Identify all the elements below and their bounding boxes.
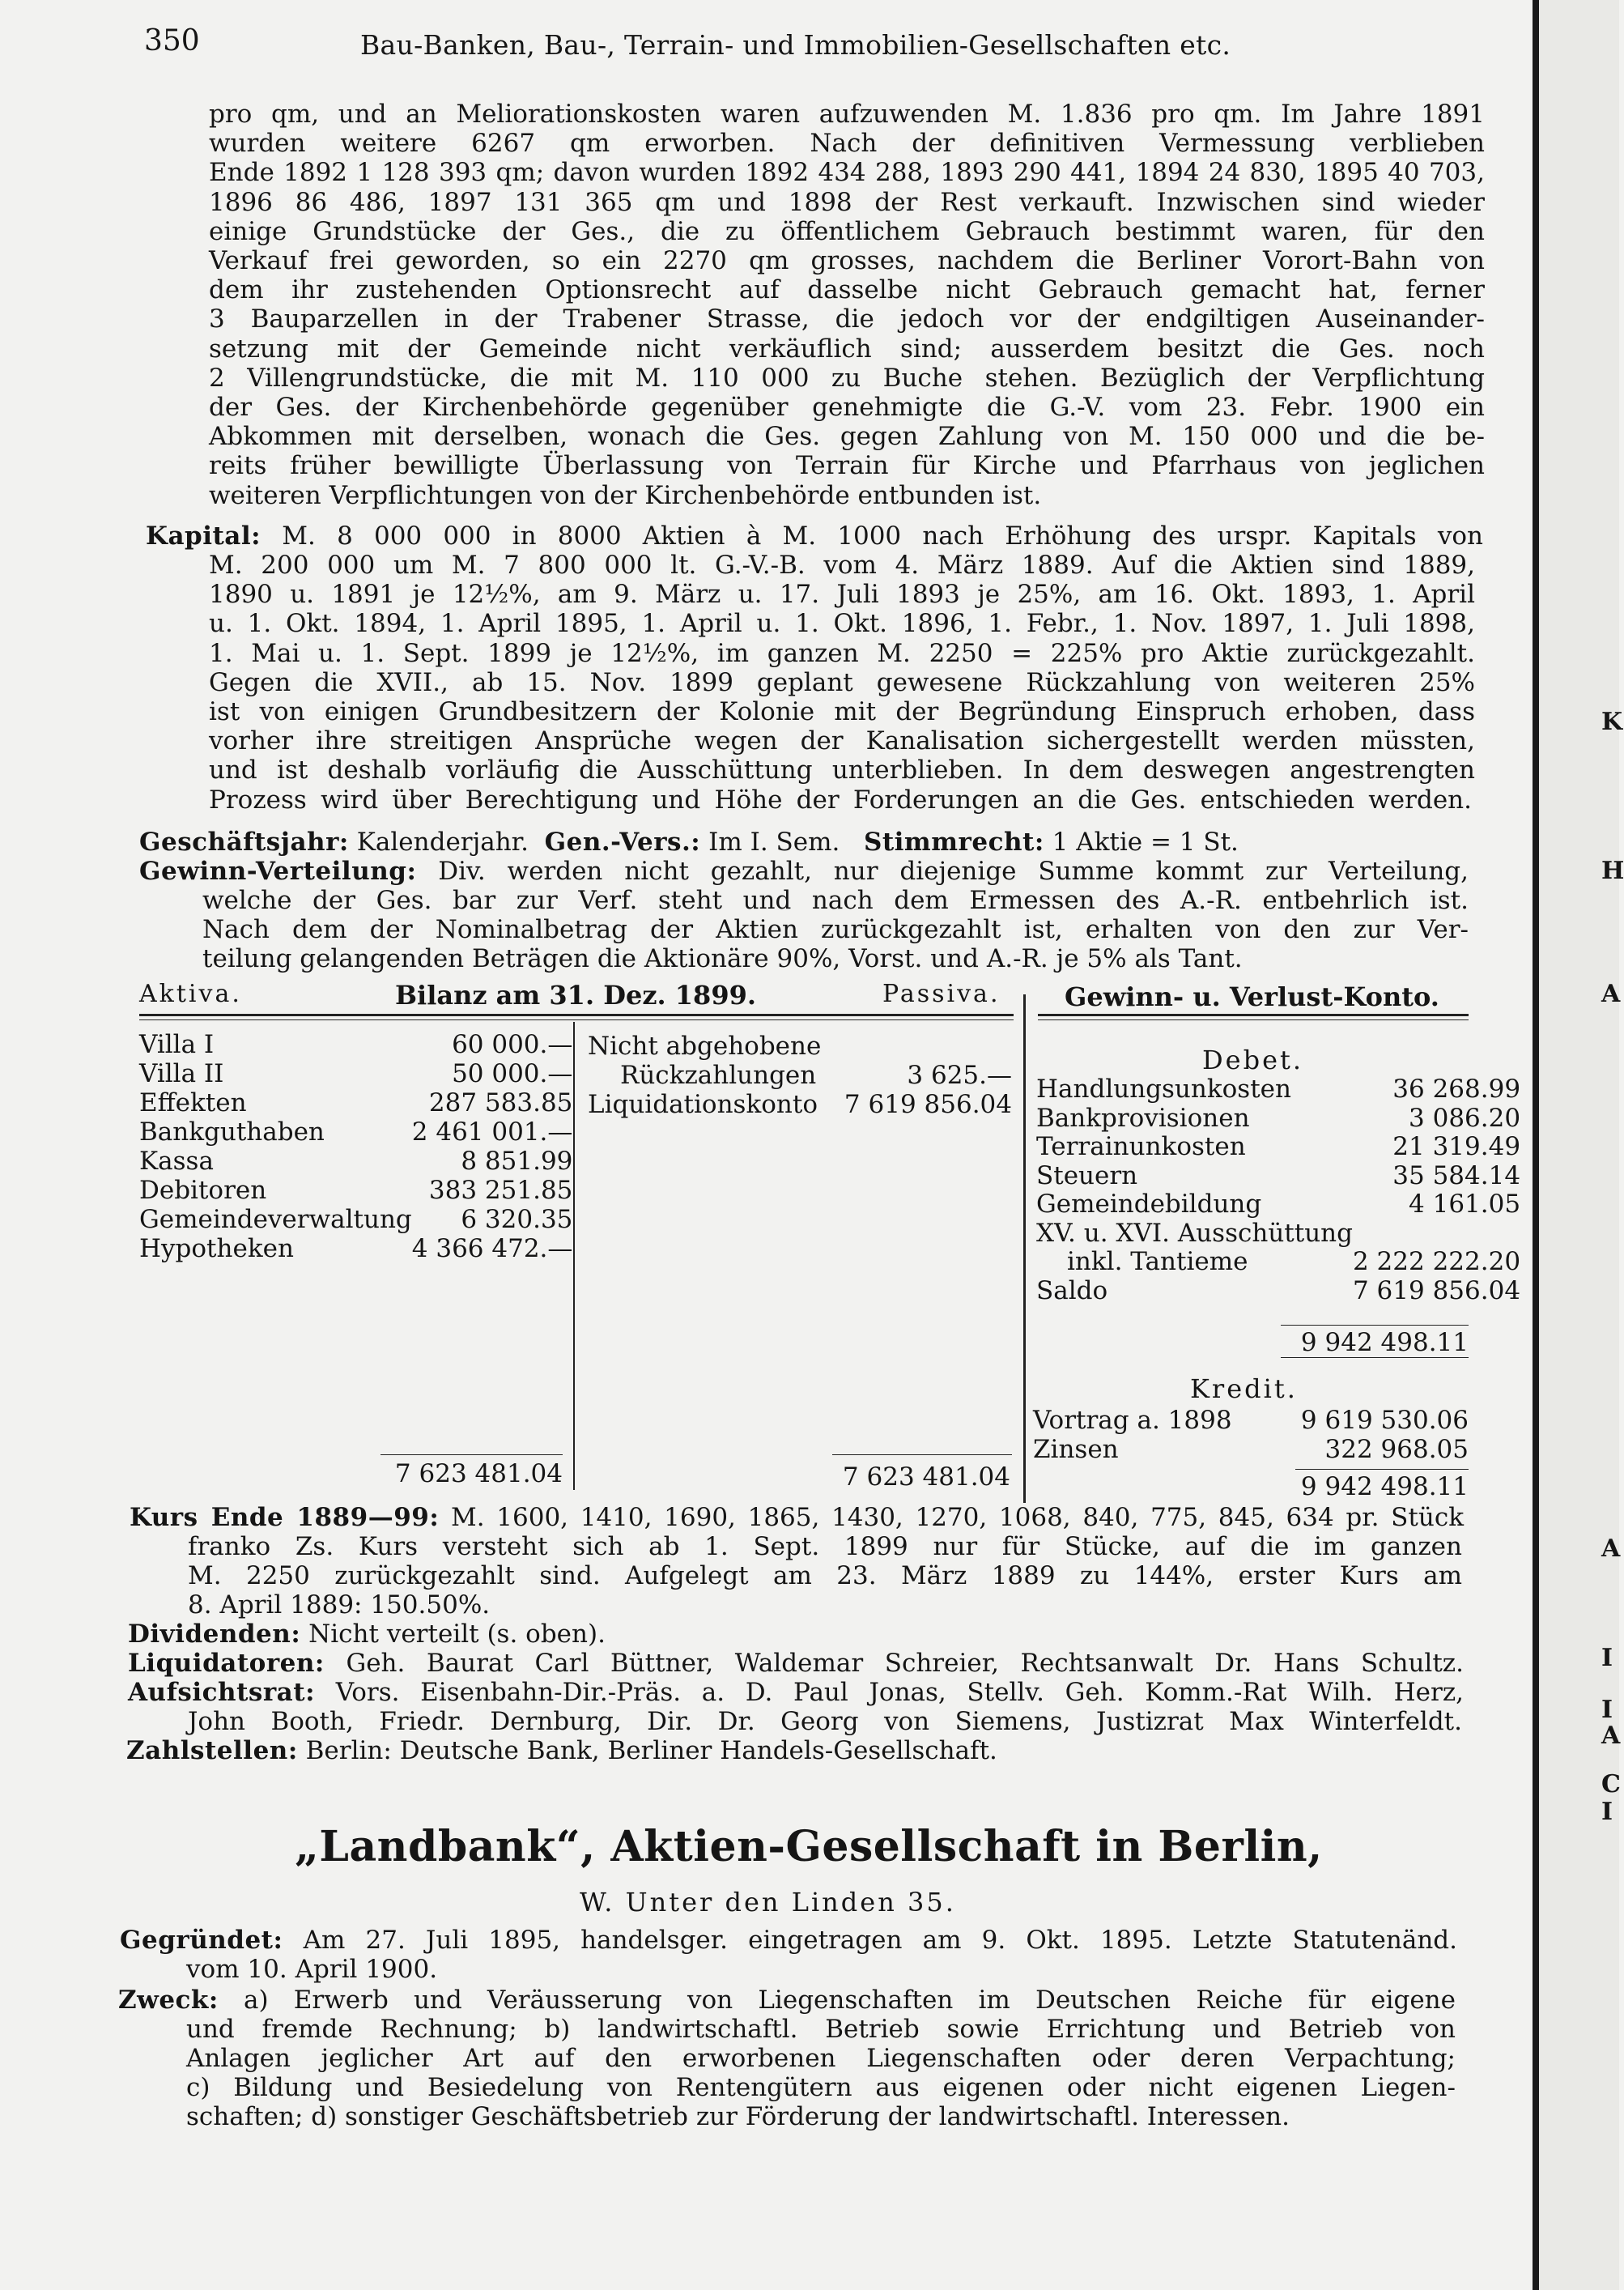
row-value: 35 584.14	[1392, 1160, 1521, 1190]
table-row	[139, 1205, 572, 1234]
intro-line: 3 Bauparzellen in der Trabener Strasse, die jedoch vor der endgiltigen Auseinander-	[209, 304, 1485, 334]
row-label: Debitoren	[139, 1176, 267, 1205]
aktiva-total: 7 623 481.04	[394, 1459, 563, 1488]
kapital-line: 1. Mai u. 1. Sept. 1899 je 12½%, im ganzen M. 2250 = 225% pro Aktie zurückgezahlt.	[209, 638, 1475, 668]
adjacent-page-strip	[1539, 0, 1619, 2290]
kredit-table	[1033, 1407, 1469, 1464]
row-value: 6 320.35	[461, 1205, 573, 1234]
bilanz-top-rule	[139, 1014, 1014, 1016]
kurs-first-line: Kurs Ende 1889—99: M. 1600, 1410, 1690, 1865, 1430, 1270, 1068, 840, 775, 845, 634 pr. Stück	[130, 1503, 1464, 1532]
gv-konto-title: Gewinn- u. Verlust-Konto.	[1065, 981, 1439, 1012]
intro-line: pro qm, und an Meliorationskosten waren aufzuwenden M. 1.836 pro qm. Im Jahre 1891	[209, 100, 1485, 129]
row-value	[1353, 1219, 1520, 1249]
bilanz-column-divider	[573, 1022, 575, 1490]
intro-line: 1896 86 486, 1897 131 365 qm und 1898 der Rest verkauft. Inzwischen sind wieder	[209, 187, 1485, 217]
table-row	[1033, 1407, 1469, 1436]
aufsichtsrat-line-2: John Booth, Friedr. Dernburg, Dir. Dr. Georg von Siemens, Justizrat Max Winterfeldt.	[188, 1707, 1462, 1736]
page-number: 350	[144, 24, 200, 57]
running-title: Bau-Banken, Bau-, Terrain- und Immobilien-Gesellschaften etc.	[360, 29, 1231, 61]
zweck-line: und fremde Rechnung; b) landwirtschaftl. Betrieb sowie Errichtung und Betrieb von	[186, 2015, 1456, 2044]
kapital-first-line: Kapital: M. 8 000 000 in 8000 Aktien à M. 1000 nach Erhöhung des urspr. Kapitals von	[146, 521, 1483, 551]
row-value: 383 251.85	[428, 1176, 573, 1205]
row-label: Effekten	[139, 1088, 247, 1117]
margin-fragment: I	[1601, 1798, 1613, 1826]
margin-fragment: C	[1601, 1770, 1621, 1798]
gv-top-rule	[1038, 1014, 1469, 1016]
intro-line: der Ges. der Kirchenbehörde gegenüber genehmigte die G.-V. vom 23. Febr. 1900 ein	[209, 393, 1485, 422]
row-label: inkl. Tantieme	[1067, 1247, 1248, 1276]
row-value: 2 461 001.—	[411, 1117, 573, 1147]
margin-fragment: K	[1601, 708, 1623, 736]
row-value: 9 619 530.06	[1300, 1406, 1469, 1435]
row-label: Handlungsunkosten	[1036, 1075, 1291, 1104]
gv-top-rule-2	[1038, 1019, 1469, 1020]
kredit-label: Kredit.	[1190, 1373, 1298, 1404]
row-label: XV. u. XVI. Ausschüttung	[1036, 1218, 1353, 1248]
row-label: Gemeindeverwaltung	[139, 1205, 412, 1234]
gewinn-last-line: teilung gelangenden Beträgen die Aktionäre 90%, Vorst. und A.-R. je 5% als Tant.	[202, 944, 1243, 974]
gv-label: Gen.-Vers.:	[544, 828, 701, 857]
kapital-line: und ist deshalb vorläufig die Ausschüttung unterblieben. In dem deswegen angestrengten	[209, 756, 1475, 785]
row-label: Steuern	[1036, 1160, 1138, 1190]
kredit-total-rule	[1295, 1469, 1469, 1470]
company-title: „Landbank“, Aktien-Gesellschaft in Berlin,	[295, 1822, 1323, 1871]
row-label: Gemeindebildung	[1036, 1190, 1262, 1219]
table-row	[1036, 1248, 1520, 1277]
passiva-total-rule	[832, 1454, 1012, 1455]
bilanz-aktiva-label: Aktiva.	[139, 980, 242, 1008]
kurs-line: franko Zs. Kurs versteht sich ab 1. Sept. 1899 nur für Stücke, auf die im ganzen	[188, 1532, 1462, 1561]
geschaeftsjahr-value: Kalenderjahr.	[356, 828, 529, 857]
margin-fragment: A	[1601, 980, 1621, 1008]
gegruendet-line-2: vom 10. April 1900.	[186, 1955, 438, 1984]
margin-fragment: I	[1601, 1696, 1613, 1724]
bilanz-top-rule-2	[139, 1019, 1014, 1020]
table-row	[1036, 1162, 1520, 1191]
intro-line: reits früher bewilligte Überlassung von Terrain für Kirche und Pfarrhaus von jeglichen	[209, 451, 1485, 481]
zweck-first-line: Zweck: a) Erwerb und Veräusserung von Liegenschaften im Deutschen Reiche für eigene	[118, 1986, 1456, 2015]
table-row	[1036, 1105, 1520, 1134]
kapital-line: M. 200 000 um M. 7 800 000 lt. G.-V.-B. vom 4. März 1889. Auf die Aktien sind 1889,	[209, 551, 1475, 580]
intro-line: Ende 1892 1 128 393 qm; davon wurden 1892 434 288, 1893 290 441, 1894 24 830, 1895 40 703,	[209, 158, 1485, 188]
dividenden-line: Dividenden: Nicht verteilt (s. oben).	[128, 1620, 606, 1649]
row-value: 4 366 472.—	[411, 1234, 573, 1263]
debet-total: 9 942 498.11	[1300, 1328, 1469, 1357]
table-row	[588, 1032, 1012, 1061]
passiva-table	[588, 1032, 1012, 1119]
row-label: Saldo	[1036, 1275, 1108, 1305]
row-label: Terrainunkosten	[1036, 1132, 1246, 1161]
table-row	[1036, 1133, 1520, 1162]
zweck-line: c) Bildung und Besiedelung von Rentengütern aus eigenen oder nicht eigenen Liegen-	[186, 2073, 1456, 2102]
row-value: 21 319.49	[1392, 1132, 1521, 1161]
row-label: Liquidationskonto	[588, 1090, 818, 1119]
table-row	[588, 1090, 1012, 1119]
kapital-line: 1890 u. 1891 je 12½%, am 9. März u. 17. Juli 1893 je 25%, am 16. Okt. 1893, 1. April	[209, 580, 1475, 610]
intro-line: 2 Villengrundstücke, die mit M. 110 000 zu Buche stehen. Bezüglich der Verpflichtung	[209, 363, 1485, 393]
page-edge-rule	[1533, 0, 1539, 2290]
row-value: 7 619 856.04	[1352, 1275, 1521, 1305]
row-value: 3 086.20	[1409, 1103, 1521, 1133]
kredit-total: 9 942 498.11	[1300, 1472, 1469, 1501]
kurs-line: M. 2250 zurückgezahlt sind. Aufgelegt am 23. März 1889 zu 144%, erster Kurs am	[188, 1561, 1462, 1590]
debet-total-rule	[1281, 1325, 1469, 1326]
table-row	[1033, 1436, 1469, 1465]
debet-label: Debet.	[1202, 1045, 1304, 1075]
debet-total-rule-bottom	[1281, 1357, 1469, 1358]
aktiva-total-rule	[380, 1454, 563, 1455]
table-row	[139, 1117, 572, 1147]
row-label: Zinsen	[1033, 1434, 1119, 1464]
row-value	[835, 1032, 1012, 1061]
gv-value: Im I. Sem.	[708, 828, 840, 857]
row-value: 50 000.—	[452, 1059, 573, 1088]
bilanz-passiva-label: Passiva.	[882, 980, 1001, 1008]
gewinn-first-line: Gewinn-Verteilung: Div. werden nicht gezahlt, nur diejenige Summe kommt zur Verteilung,	[139, 857, 1469, 886]
bilanz-title: Bilanz am 31. Dez. 1899.	[395, 980, 756, 1011]
kapital-line: ist von einigen Grundbesitzern der Kolonie mit der Begründung Einspruch erhoben, dass	[209, 697, 1475, 726]
zahlstellen-line: Zahlstellen: Berlin: Deutsche Bank, Berliner Handels-Gesellschaft.	[126, 1736, 997, 1765]
row-label: Bankprovisionen	[1036, 1103, 1250, 1133]
aktiva-table	[139, 1030, 572, 1263]
geschaeftsjahr-line	[139, 828, 1239, 857]
row-value: 322 968.05	[1324, 1434, 1469, 1464]
passiva-total: 7 623 481.04	[842, 1462, 1010, 1492]
row-value: 3 625.—	[907, 1061, 1012, 1090]
row-label: Hypotheken	[139, 1234, 294, 1263]
company-address: W. Unter den Linden 35.	[580, 1887, 956, 1918]
table-row	[139, 1088, 572, 1117]
table-row	[1036, 1075, 1520, 1105]
debet-table	[1036, 1075, 1520, 1305]
kapital-line: Gegen die XVII., ab 15. Nov. 1899 geplant gewesene Rückzahlung von weiteren 25%	[209, 667, 1475, 697]
row-value: 7 619 856.04	[844, 1090, 1012, 1119]
row-label: Bankguthaben	[139, 1117, 325, 1147]
table-row	[588, 1061, 1012, 1090]
row-label: Villa I	[139, 1030, 215, 1059]
liquidatoren-line: Liquidatoren: Geh. Baurat Carl Büttner, Waldemar Schreier, Rechtsanwalt Dr. Hans Schultz.	[128, 1649, 1464, 1678]
intro-line: Verkauf frei geworden, so ein 2270 qm grosses, nachdem die Berliner Vorort-Bahn von	[209, 246, 1485, 275]
margin-fragment: A	[1601, 1722, 1621, 1750]
margin-fragment: A	[1601, 1534, 1621, 1563]
table-row	[139, 1147, 572, 1176]
intro-line: setzung mit der Gemeinde nicht verkäuflich sind; ausserdem besitzt die Ges. noch	[209, 334, 1485, 364]
intro-line: einige Grundstücke der Ges., die zu öffentlichem Gebrauch bestimmt waren, für den	[209, 216, 1485, 246]
intro-line: wurden weitere 6267 qm erworben. Nach der definitiven Vermessung verblieben	[209, 129, 1485, 159]
kapital-line: vorher ihre streitigen Ansprüche wegen der Kanalisation sichergestellt werden müssten,	[209, 726, 1475, 756]
intro-line: Abkommen mit derselben, wonach die Ges. gegen Zahlung von M. 150 000 und die be-	[209, 422, 1485, 452]
kapital-line: u. 1. Okt. 1894, 1. April 1895, 1. April u. 1. Okt. 1896, 1. Febr., 1. Nov. 1897, 1. Juli 1898,	[209, 609, 1475, 639]
aufsichtsrat-line-1: Aufsichtsrat: Vors. Eisenbahn-Dir.-Präs. a. D. Paul Jonas, Stellv. Geh. Komm.-Rat Wilh. Herz,	[128, 1678, 1465, 1707]
row-value: 8 851.99	[461, 1147, 573, 1176]
row-label: Kassa	[139, 1147, 214, 1176]
row-label: Rückzahlungen	[620, 1061, 817, 1090]
row-label: Vortrag a. 1898	[1033, 1406, 1232, 1435]
row-label: Villa II	[139, 1059, 224, 1088]
gv-column-divider	[1023, 994, 1026, 1503]
intro-line: weiteren Verpflichtungen von der Kirchenbehörde entbunden ist.	[209, 480, 1042, 510]
zweck-last-line: schaften; d) sonstiger Geschäftsbetrieb zur Förderung der landwirtschaftl. Interessen.	[186, 2102, 1290, 2131]
table-row	[139, 1030, 572, 1059]
kapital-last-line: Prozess wird über Berechtigung und Höhe der Forderungen an die Ges. entschieden werden.	[209, 785, 1472, 815]
zweck-line: Anlagen jeglicher Art auf den erworbenen Liegenschaften oder deren Verpachtung;	[186, 2044, 1456, 2073]
stimmrecht-label: Stimmrecht:	[863, 828, 1044, 857]
stimmrecht-value: 1 Aktie = 1 St.	[1052, 828, 1239, 857]
row-value: 60 000.—	[452, 1030, 573, 1059]
table-row	[139, 1234, 572, 1263]
kurs-last-line: 8. April 1889: 150.50%.	[188, 1590, 491, 1620]
margin-fragment: H	[1601, 857, 1624, 885]
table-row	[139, 1059, 572, 1088]
margin-fragment: I	[1601, 1644, 1613, 1672]
geschaeftsjahr-label: Geschäftsjahr:	[139, 828, 349, 857]
gewinn-line: Nach dem der Nominalbetrag der Aktien zurückgezahlt ist, erhalten von den zur Ver-	[202, 915, 1469, 945]
table-row	[1036, 1277, 1520, 1306]
gewinn-line: welche der Ges. bar zur Verf. steht und nach dem Ermessen des A.-R. entbehrlich ist.	[202, 886, 1469, 915]
row-value: 287 583.85	[428, 1088, 573, 1117]
table-row	[139, 1176, 572, 1205]
row-value: 36 268.99	[1392, 1075, 1521, 1104]
row-value: 2 222 222.20	[1352, 1247, 1521, 1276]
table-row	[1036, 1190, 1520, 1219]
intro-line: dem ihr zustehenden Optionsrecht auf dasselbe nicht Gebrauch gemacht hat, ferner	[209, 275, 1485, 305]
row-label: Nicht abgehobene	[588, 1032, 822, 1061]
table-row	[1036, 1219, 1520, 1249]
row-value: 4 161.05	[1409, 1190, 1521, 1219]
gegruendet-line-1: Gegründet: Am 27. Juli 1895, handelsger. eingetragen am 9. Okt. 1895. Letzte Statutenänd.	[120, 1926, 1457, 1955]
